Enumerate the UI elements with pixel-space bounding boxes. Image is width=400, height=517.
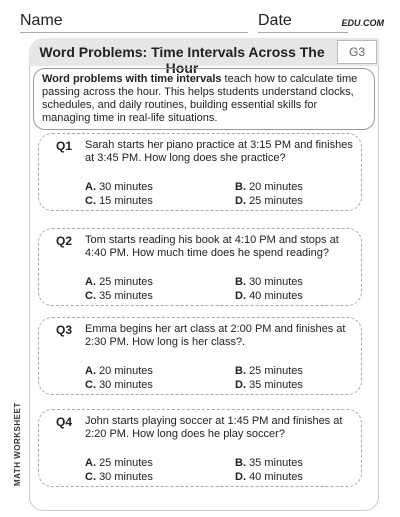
- grade-badge: G3: [337, 40, 377, 64]
- name-line[interactable]: [20, 32, 248, 33]
- option-d[interactable]: D. 35 minutes: [235, 379, 303, 391]
- question-number: Q3: [56, 323, 73, 337]
- option-b[interactable]: B. 20 minutes: [235, 181, 303, 193]
- option-d[interactable]: D. 40 minutes: [235, 471, 303, 483]
- option-b[interactable]: B. 25 minutes: [235, 365, 303, 377]
- intro-text: teach how to calculate time passing across the hour. This helps students understand clocks, schedules, and daily routines, building essential skills for managing time in real-life situations.: [42, 73, 358, 124]
- intro-box: [33, 68, 375, 130]
- date-line[interactable]: [258, 32, 348, 33]
- question-number: Q1: [56, 139, 73, 153]
- option-d[interactable]: D. 25 minutes: [235, 195, 303, 207]
- question-text: Emma begins her art class at 2:00 PM and finishes at 2:30 PM. How long is her class?.: [85, 323, 346, 348]
- option-b[interactable]: B. 30 minutes: [235, 276, 303, 288]
- question-number: Q4: [56, 415, 73, 429]
- worksheet-header: [20, 10, 392, 32]
- side-label: MATH WORKSHEET: [13, 402, 22, 486]
- option-c[interactable]: C. 15 minutes: [85, 195, 153, 207]
- name-label: Name: [20, 12, 63, 29]
- title-bar: [29, 38, 379, 76]
- question-text: John starts playing soccer at 1:45 PM and finishes at 2:20 PM. How long does he play soccer?: [85, 415, 343, 440]
- option-a[interactable]: A. 30 minutes: [85, 181, 153, 193]
- worksheet-title: Word Problems: Time Intervals Across The Hour: [39, 44, 325, 76]
- question-text: Sarah starts her piano practice at 3:15 PM and finishes at 3:45 PM. How long does she practice?: [85, 139, 353, 164]
- question-box: [38, 133, 362, 211]
- option-c[interactable]: C. 30 minutes: [85, 471, 153, 483]
- question-text: Tom starts reading his book at 4:10 PM and stops at 4:40 PM. How much time does he spend reading?: [85, 234, 339, 259]
- option-a[interactable]: A. 25 minutes: [85, 457, 153, 469]
- brand-logo: EDU.COM: [341, 18, 384, 28]
- question-number: Q2: [56, 234, 73, 248]
- question-box: [38, 228, 362, 306]
- question-box: [38, 317, 362, 395]
- option-a[interactable]: A. 25 minutes: [85, 276, 153, 288]
- option-c[interactable]: C. 30 minutes: [85, 379, 153, 391]
- option-b[interactable]: B. 35 minutes: [235, 457, 303, 469]
- question-box: [38, 409, 362, 487]
- intro-bold: Word problems with time intervals: [42, 73, 222, 85]
- option-a[interactable]: A. 20 minutes: [85, 365, 153, 377]
- option-c[interactable]: C. 35 minutes: [85, 290, 153, 302]
- date-label: Date: [258, 12, 292, 29]
- option-d[interactable]: D. 40 minutes: [235, 290, 303, 302]
